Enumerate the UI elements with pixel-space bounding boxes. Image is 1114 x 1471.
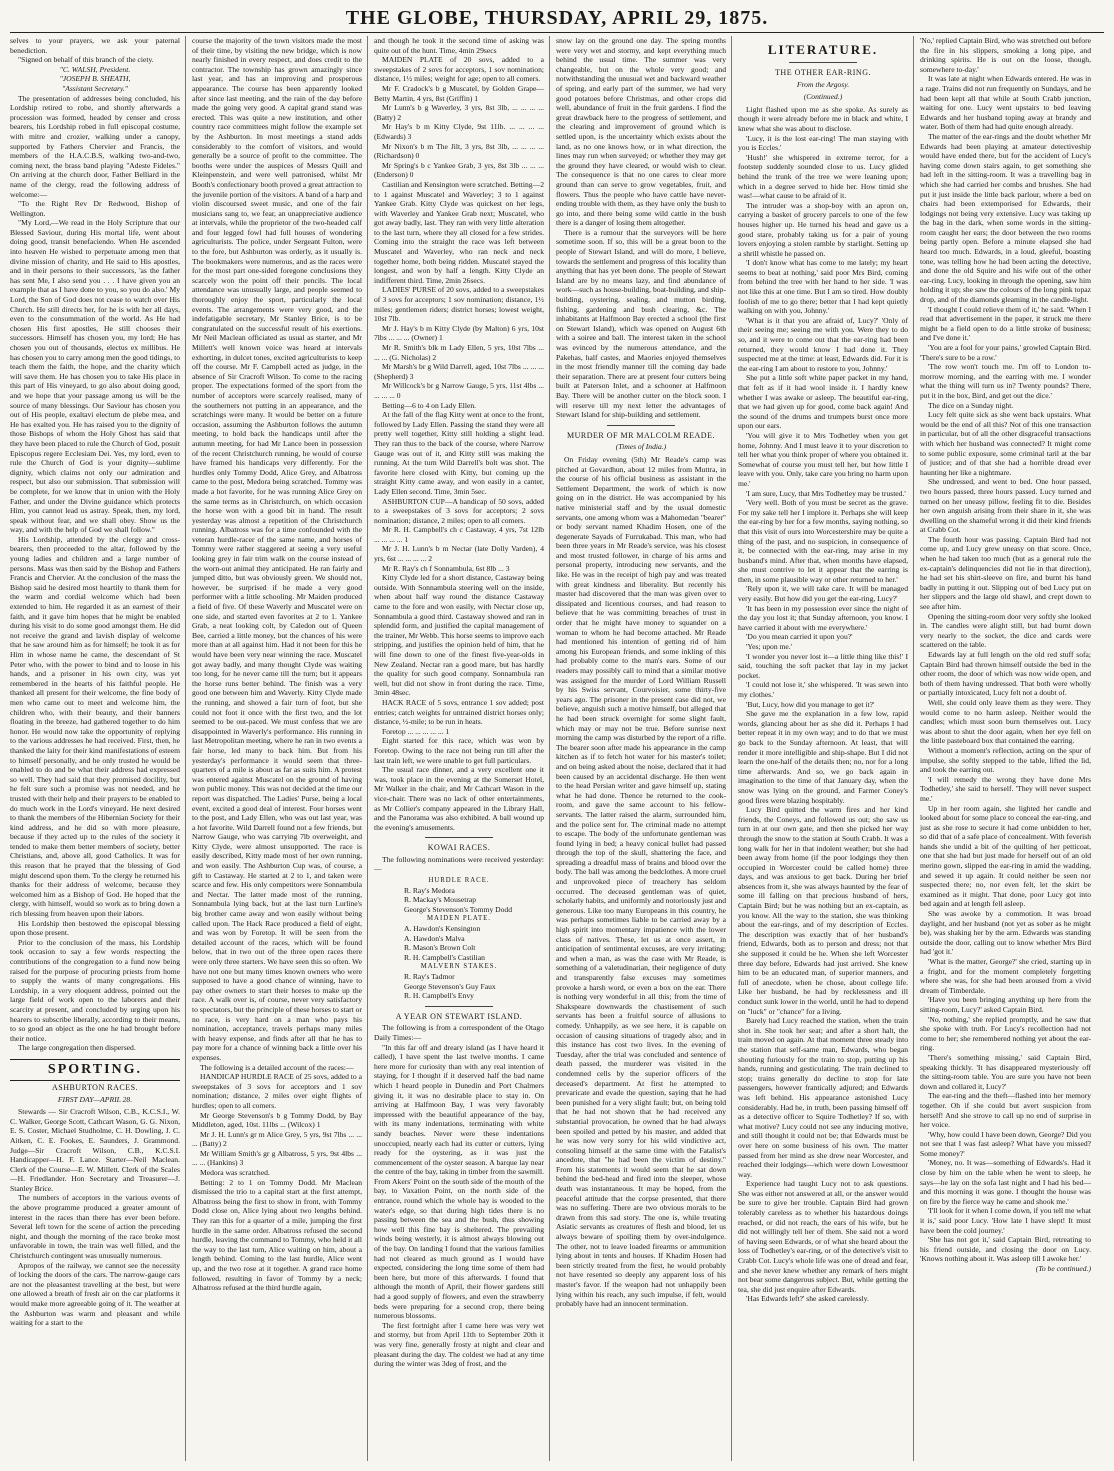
masthead-rule bbox=[10, 32, 1104, 33]
list-item: George's Stevenson's Tommy Dodd bbox=[404, 904, 513, 914]
article-text: The large congregation then dispersed. bbox=[18, 1043, 136, 1053]
article-text: "Signed on behalf of this branch of the ciety. bbox=[18, 55, 154, 65]
article-text: His Lordship then bestowed the episcopal blessing upon those present. bbox=[10, 918, 180, 938]
article-text: Stewards — Sir Cracroft Wilson, C.B., K.C.S.I., W. C. Walker, George Scott, Cathcart Wason, G. G. Nixon, E. S. Coster, Michael Studholme, C. H. Dowling, J. C. Aitken, C. E. Fookes, E. Saunders, J. Grammond. Judge—Sir Cracroft Wilson, C.B., K.C.S.I. Handicapper—H. F. Lance. Starter—Neil Maclean. Clerk of the Course—E. W. Millett. Clerk of the Scales—H. Friedlander. Hon Secretary and Treasurer—J. Stanley Brice. bbox=[10, 1107, 180, 1193]
article-text: The following is a detailed account of the races:— bbox=[200, 1062, 354, 1072]
race-description: MAIDEN PLATE of 20 sovs, added to a sweepstakes of 2 sovs for acceptors, 1 sov nomination; distance, 1½ miles; weight for age; open to all comers. bbox=[374, 55, 544, 84]
story-text: 'What is it that you are afraid of, Lucy?' 'Only of their seeing me; seeing me with you. Were they to do so, and it were to come out that the ear-ring had been returned, they would know I had done it. They suspected me at the time: at least, Edwards did. For it is the ear-ring I am about to restore to you, Johnny.' bbox=[738, 315, 908, 373]
story-text: Light flashed upon me as she spoke. As surely as though it were already before me in black and white, I knew what she was about to disclose. bbox=[738, 104, 908, 133]
list-category: HURDLE RACE. bbox=[428, 877, 490, 885]
column-4 bbox=[556, 36, 732, 1461]
list-item: R. Ray's Tadmor bbox=[404, 972, 455, 981]
story-text: Up in her room again, she lighted her candle and looked about for some place to conceal the ear-ring, and just as she rose to secure it had come unbidden to her, so did that of a safe place of concealment. With feverish hands she undid a bit of the quilting of her petticoat, one that she had but just made for herself out of an old merino gown, slipped the ear-ring in amid the wadding, and sewed it up again. It could neither be seen nor suspected there; no, nor even felt, let the skirt be examined as it might. That done, poor Lucy got into bed again and at length fell asleep. bbox=[920, 803, 1091, 909]
article-text: "My Lord,—We read in the Holy Scripture that our Blessed Saviour, during His mortal life, went about doing good, transit benefaciendo. When He ascended into heaven He wished to perpetuate among men that divine mission of charity, and He said to His apostles, and in their persons to their successors, 'as the father has sent Me, I also send you . . . I have given you an example that as I have done to you, so you do also.' My Lord, the Son of God does not cease to watch over His Church. He still directs her, for he is with her all days, even to the consummation of the world. As He had chosen His first apostles, He still chooses their successors. Himself has chosen you, my lord; He has chosen you out of thousands, electus ex millibus. He has chosen you to carry among men the good tidings, to teach them the faith, the hope, and the charity which will save them. He has chosen you to take His place in this part of His vineyard, to go also about doing good, and we hope that your passage among us will be the source of many blessings. Our Saviour has chosen you out of His people, exaltavi electum de plebe mea, and He has exalted you. He has raised you to the dignity of those Bishops of whom the Holy Ghost has said that they have been placed to rule the Church of God, posuit Episcopus regere Ecclesiam Dei. Yes, my lord, even to rule the Church of God is your dignity—sublime dignity, which claims not only our admiration and respect, but also our submission. That submission will be complete, for we know that in union with the Holy Father, and under the Divine guidance which protects Him, you cannot lead us astray. Speak, then, my lord, speak without fear, and we shall obey. Show us the way, and with the help of God we shall follow." bbox=[10, 218, 180, 535]
story-text: She undressed, and went to bed. One hour passed, two hours passed, three hours passed. Lucy turned and turned on her uneasy pillow, feeling fit to die. Besides her own anguish arising from their share in it, she was dwelling on the shameful wrong it did their kind friends at Crabb Cot. bbox=[920, 477, 1091, 535]
story-text: The dice on a Sunday night. bbox=[928, 400, 1014, 410]
story-text: The matter of the ear-rings and the doubt whether Mr Edwards had been playing at amateur detectiveship would have ended there, but for the accident of Lucy's having come down stairs again, to get something she had left in the sitting-room. It was a travelling bag in which she had carried her combs and brushes. She had put it just inside the little back parlour, where a bed on chairs had been extemporised for Edwards, their lodgings not being very extensive. Lucy was taking up the bag in the dark, when some words in the sitting-room caught her ears; the door between the two rooms being partly open. Before a minute elapsed she had heard too much. Edwards, in a loud, gleeful, boasting tone, was telling how he had been acting the detective, and done the old Squire and his wife out of the other ear-ring. Lucy, looking in through the opening, saw him holding it up; she saw the colours of the long pink topaz drop, and of the diamonds gleaming in the candle-light. bbox=[920, 131, 1091, 305]
divider bbox=[425, 837, 493, 838]
story-text: 'Lucy, it is the lost ear-ring! The man staying with you is Eccles.' bbox=[738, 133, 908, 153]
article-text: "To the Right Rev Dr Redwood, Bishop of Wellington. bbox=[10, 199, 180, 218]
story-text: 'I could not lose it,' she whispered. 'It was sewn into my clothes.' bbox=[738, 680, 908, 699]
story-text: 'I don't know what has come to me lately; my heart seems to beat at nothing,' said poor Mrs Bird, coming from behind the tree with her hand to her side. 'I was not like this at one time. But I am so tired. How doubly foolish of me to go there; better that I had kept quietly walking on with you, Johnny.' bbox=[738, 258, 908, 316]
story-text: 'Money, no. It was—something of Edwards's. Had it close by him on the table when he went to sleep, he says—he lay on the sofa last night and I had his bed—and this morning it was gone. I thought the house was on fire by the fierce way he came and shook me.' bbox=[920, 1158, 1091, 1206]
article-text: There is a rumour that the surveyors will be here sometime soon. If so, this will be a great boon to the people of Stewart Island, and will do more, I believe, towards the settlement and progress of this locality than anything that has yet been done. The people of Stewart Island are by no means lazy, and find abundance of work—such as house-building, boat-building, and ship-building, oystering, sealing, and mutton birding, fishing, gardening and bush clearing, &c. The inhabitants at Halfmoon Bay erected a school (the first on Stewart Island), which was opened on August 6th with a soiree and ball. The interest taken in the school was evinced by the numerous attendance, and the Pakehas, half castes, and Maories enjoyed themselves in the most friendly manner till the coming day bade their separation. There are at present four cutters being built at Paterson Inlet, and a schooner at Halfmoon Bay. There will be another cutter on the block soon. I will reserve till my next letter the advantages of Stewart Island for ship-building and settlement. bbox=[556, 227, 726, 420]
list-item: A. Hawdon's Kensington bbox=[404, 924, 481, 934]
divider bbox=[789, 62, 857, 63]
article-heading: KOWAI RACES. bbox=[427, 843, 491, 853]
story-text: Lucy Bird quitted the warm fires and her kind friends, the Coneys, and followed us out; she saw us turn in at our own gate, and then she picked her way through the snow to the station at South Crabb. It was a long walk for her in that indolent weather; but she had been away from home (if the poor lodgings they then occupied in Worcester could be called home) three days, and was anxious to get back. During her brief absences from it, she was always haunted by the fear of some ill falling on that precious husband of hers, Captain Bird; but he was nothing but an ex-captain, as you know. All the way to the station, she was thinking about the ear-rings, and of my description of Eccles. The description was exactly that of her husband's friend, Edwards, both as to person and dress; not that she supposed it could be he. When she left Worcester three day before, Edwards had just arrived. She knew him to be an educated man, of superior manners, and full of anecdote, when he chose, about college life. Like her husband, he had by recklessness and ill conduct sunk lower in the world, until he had to depend on "luck" or "chance" for a living. bbox=[738, 805, 908, 1016]
race-description: HANDICAP HURDLE RACE of 25 sovs, added to a sweepstakes of 3 sovs for acceptors and 1 sov nomination; distance, 2 miles over eight flights of hurdles; open to all comers. bbox=[192, 1072, 362, 1110]
article-heading: MURDER OF MR MALCOLM READE. bbox=[567, 430, 715, 440]
article-text: Kitty Clyde led for a short distance, Castaway being outside. With Sonnambula steering well on the inside, when about half way round the distance Castaway came to the fore and won easily, with Nectar close up, Sonnambula a good third. Castaway showed and ran in splendid form, and justified the capital management of the trainer, Mr Webb. This horse seems to improve each stripping, and justifies the opinion held of him, that he will fine down to one of the finest five-year-olds in New Zealand. Nectar ran a good mare, but has hardly the quality for such good company. Sonnambula ran well, but did not show in front during the race. Time, 3min 48sec. bbox=[374, 573, 544, 698]
race-result: Mr Willcock's br g Narrow Gauge, 5 yrs, 11st 4lbs ... ... ... ... 0 bbox=[374, 381, 544, 400]
story-text: 'You are a fool for your pains,' growled Captain Bird. 'There's sure to be a row.' bbox=[920, 343, 1091, 362]
article-text: "In this far off and dreary island (as I have heard it called), I have spent the last twelve months. I came here more for curiosity than with any real intention of staying, for I thought if it deserved half the bad name which I heard people in Dunedin and Port Chalmers giving it, it was no desirable place to stay in. On arriving at Halfmoon Bay, I was very favorably impressed with the beautiful appearance of the bay, with its many indentations, terminating with white sandy beaches. Never were these indentations unoccupied, nearly each had its cutter or cutters, lying ready for the oystering, as it was just the commencement of the oyster season. A barque lay near the centre of the bay, taking in timber from the sawmill. From Akers' Point on the south side of the mouth of the bay, to Vaxation Point, on the north side of the entrance, round which the whole bay is wooded to the water's edge, so that during high tides there is no passing between the sea and the bush, thus showing how well this fine bay is sheltered. The prevailing winds being westerly, it is almost always blowing out of the bay. On landing I found that the various families had not cleared as much ground as I would have expected, considering the long time some of them had been here, but more of this afterwards. I found that although the month of April, their flower gardens still had a good supply of flowers, and even the strawberry beds were preparing for a second crop, there being numerous blossoms. bbox=[374, 1042, 544, 1321]
story-text: 'I'll look for it when I come down, if you tell me what it is,' said poor Lucy. 'How late I have slept! It must have been the cold journey.' bbox=[920, 1206, 1091, 1235]
list-item: R. Ray's Medora bbox=[404, 885, 455, 895]
race-result: Mr R. Ray's ch f Sonnambula, 6st 8lb ... 3 bbox=[382, 563, 510, 573]
list-item: A. Hawdon's Malva bbox=[404, 933, 465, 943]
story-text: She put a little soft white paper packet in my hand, that felt as if it had wool inside it. I hardly knew whether I was awake or asleep. The beautiful ear-ring, that we had given up for good, come back again! And the sound of the drums and trumpets burst once more upon our ears. bbox=[738, 373, 908, 431]
story-text: Without a moment's reflection, acting on the spur of impulse, she softly stepped to the table, lifted the lid, and took the earring out. bbox=[920, 745, 1091, 775]
story-text: Experience had taught Lucy not to ask questions. She was either not answered at all, or the answer would be sure to give her trouble. Captain Bird had grown tolerably careless as to whether his hazardous doings reached, or did not reach, the ears of his wife, but he did not willingly tell her of them. She said not a word of having seen Edwards, or of what she heard about the loss of Todhetley's ear-ring, or of the detective's visit to Crabb Cot. Lucy's whole life was one of dread and fear, and she never knew whether any remark of hers might not bear some dangerous subject. But, while getting the tea, she did just enquire after Edwards. bbox=[738, 1179, 908, 1294]
story-text: 'But, Lucy, how did you manage to get it?' bbox=[746, 699, 875, 709]
column-3 bbox=[374, 36, 550, 1461]
story-text: It was late at night when Edwards entered. He was in a rage. Trains did not run frequently on Sundays, and he had been kept all that while at South Crabb junction, waiting for one. Lucy went upstairs to bed leaving Edwards and her husband toping away at brandy and water. Both of them had had quite enough already. bbox=[920, 74, 1091, 132]
article-text: Apropos of the railway, we cannot see the necessity of locking the doors of the cars. The narrow-gauge cars are not the pleasantest travelling at the best, but were one allowed a breath of fresh air on the car platforms it would make more agreeable going of it. The weather at the Ashburton was warm and pleasant and while waiting for a start to the bbox=[10, 1260, 180, 1328]
story-title: THE OTHER EAR-RING. bbox=[775, 68, 871, 77]
article-text: The numbers of acceptors in the various events of the above programme produced a greater amount of interest in the races than there has ever been before. Several left town for the scene of action the preceding night, and though the morning of the race broke most unfavorable in town, the train was well filled, and the Christchurch contingent was unusually numerous. bbox=[10, 1193, 180, 1261]
article-source: (Times of India.) bbox=[615, 442, 667, 452]
story-text: 'Hush!' she whispered in extreme terror, for a footstep suddenly sounded close to us. Lucy glided behind the trunk of the tree we were leaning upon; which in a degree served to hide her. How timid she was!—what cause to be afraid of it. bbox=[738, 152, 908, 201]
article-subheading: FIRST DAY—APRIL 28. bbox=[57, 1094, 133, 1104]
article-text: At the fall of the flag Kitty went at once to the front, followed by Lady Ellen. Passing the stand they were all pretty well together, Kitty still holding a slight lead. They ran thus to the back of the course, where Narrow Gauge was out of it, and Kitty still was making the running. At the turn Wild Darrell's bolt was shot. The favorite here closed with Kitty, but coming up the straight Kitty came away, and won easily in a canter, Lady Ellen second. Time, 3min 5sec. bbox=[374, 410, 544, 496]
race-result: Mr William Smith's gr g Albatross, 5 yrs, 9st 4lbs ... ... ... (Hankins) 3 bbox=[192, 1148, 362, 1168]
list-item: R. Mackay's Mousetrap bbox=[404, 895, 477, 905]
story-text: 'Why, how could I have been down, George? Did you not see that I was fast asleep? What have you missed? Some money?' bbox=[920, 1129, 1091, 1158]
list-item: R. H. Campbell's Castilian bbox=[404, 952, 485, 962]
race-result: Mr J. H. Lunn's gr m Alice Grey, 5 yrs, 9st 7lbs ... ... ... (Batty) 2 bbox=[192, 1129, 362, 1149]
story-text: The fourth hour was passing. Captain Bird had not come up, and Lucy grew uneasy on that score. Once, when he had taken too much (but as a general rule the ex-captain's delinquencies did not lie in that direction), he had set his shirt-sleeve on fire, and burnt his hand badly in putting it out. Slipping out of bed Lucy put on her slippers and the large old shawl, and crept down to see after him. bbox=[920, 534, 1091, 612]
article-text: Castilian and Kensington were scratched. Betting—2 to 1 against Muscatel and Waverley; 3 to 1 against Yankee Grab. Kitty Clyde was quickest on her legs, with Waverley and Yankee Grab next; Muscatel, who got away badly, last. They ran with very little alteration to the last turn, where they all closed for a few strides. Coming into the straight the race was left between Muscatel and Waverley, who ran neck and neck together home, both being ridden. Muscatel stayed the longest, and won by half a length. Kitty Clyde an indifferent third. Time, 2min 26secs. bbox=[374, 179, 544, 285]
race-description: LADIES' PURSE of 20 sovs, added to a sweepstakes of 3 sovs for acceptors; 1 sov nomination; distance, 1½ miles; gentlemen riders; district horses; lowest weight, 10st 7lb. bbox=[374, 285, 544, 324]
list-item: George Stevenson's Guy Faux bbox=[404, 981, 496, 991]
story-text: 'Have you been bringing anything up here from the sitting-room, Lucy?' asked Captain Bird. bbox=[920, 995, 1091, 1014]
article-text: The first fortnight after I came here was very wet and stormy, but from April 11th to September 20th it was very fine, generally frosty at night and clear and pleasant during the day. The coldest we had at any time during the winter was 3deg of frost, and the bbox=[374, 1320, 544, 1369]
story-text: 'There's something missing,' said Captain Bird, speaking thickly. 'It has disappeared mysteriously off the sitting-room table. You are sure you have not been down and collared it, Lucy?' bbox=[920, 1052, 1091, 1091]
race-result: Mr J. Hay's b m Kitty Clyde (by Malton) 6 yrs, 10st 7lbs ... ... ... (Owner) 1 bbox=[374, 323, 544, 343]
race-result: Mr F. Cradock's b g Muscatel, by Golden Grape—Betty Martin, 4 yrs, 8st (Griffin) 1 bbox=[374, 83, 544, 103]
story-text: 'Do you mean carried it upon you?' bbox=[746, 632, 853, 642]
story-text: 'No,' replied Captain Bird, who was stretched out before the fire in his slippers, smoking a long pipe, and drinking spirits. He is out on the loose, though, somewhere to-day.' bbox=[920, 36, 1091, 74]
list-item: R. H. Campbell's Envy bbox=[404, 991, 474, 1001]
article-text: Eight started for this race, which was won by Foretop. Owing to the race not being run till after the last train left, we were unable to get full particulars. bbox=[374, 736, 544, 765]
article-text: Betting: 2 to 1 on Tommy Dodd. Mr Maclean dismissed the trio to a capital start at the first attempt, Albatross being the first to show in front, with Tommy Dodd close on, Alice lying about two lengths behind. They ran this for a quarter of a mile, jumping the first hurdle in the same order. Albatross refused the second hurdle, leaving the command to Tommy, who held it all the way to the last turn, Alice waiting on him, about a length behind. Coming to the last hurdle, Alice went up, and the two rose at it together. A grand race home followed, resulting in favor of Tommy by a neck; Albatross refused at the third hurdle again, bbox=[192, 1177, 362, 1293]
divider bbox=[425, 1006, 493, 1007]
section-heading-literature: LITERATURE. bbox=[767, 42, 879, 57]
race-result: Foretop ... ... ... ... ... 1 bbox=[382, 726, 450, 736]
race-result: Mr George Stevenson's b g Tommy Dodd, by Bay Middleton, aged, 10st. 11lbs ... (Wilcox) 1 bbox=[192, 1110, 362, 1130]
race-result: Mr J. H. Lunn's b m Nectar (late Dolly Varden), 4 yrs, 6st ... ... ... ... 2 bbox=[374, 544, 544, 564]
signature: "Assistant Secretary." bbox=[62, 83, 128, 93]
story-text: 'What is the matter, George?' she cried, starting up in a fright, and for the moment completely forgetting where she was, for she had been aroused from a vivid dream of Timberdale. bbox=[920, 957, 1091, 995]
article-text: The following nominations were received yesterday:— bbox=[374, 854, 544, 874]
article-heading: A YEAR ON STEWART ISLAND. bbox=[395, 1011, 523, 1021]
nominations-list bbox=[404, 876, 544, 1001]
columns bbox=[10, 36, 1104, 1461]
article-text: and though he took it the second time of asking was quite out of the hunt. Time, 4min 29secs bbox=[374, 36, 544, 55]
story-text: Edwards lay at full length on the old red stuff sofa; Captain Bird had thrown himself outside the bed in the other room, the door of which was now wide open, and both of them having undressed. That both were wholly or partially intoxicated, Lucy felt not a doubt of. bbox=[920, 650, 1091, 698]
story-text: Well, she could only leave them as they were. They would come to no harm asleep. Neither would the candles; which must soon burn themselves out. Lucy was about to shut the door again, when her eye fell on the little pasteboard box that contained the earring. bbox=[920, 697, 1091, 746]
story-text: She was awoke by a commotion. It was broad daylight, and her husband (not yet as sober as he might be), was shaking her by the arm. Edwards was standing outside the door, calling out to know whether Mrs Bird had 'got it.' bbox=[920, 909, 1091, 957]
article-text: The usual race dinner, and a very excellent one it was, took place in the evening at the Somerset Hotel, Mr Walker in the chair, and Mr Cathcart Wason in the vice-chair. There was no lack of other entertainments, as Mr Collier's company appeared in the Library Hall, and the Panorama was also exhibited. A ball wound up the evening's amusements. bbox=[374, 765, 544, 832]
section-heading-sporting: SPORTING. bbox=[10, 1059, 180, 1081]
story-source: From the Argosy. bbox=[796, 79, 850, 89]
article-text: selves to your prayers, we ask your paternal benediction. bbox=[10, 36, 180, 55]
story-text: Opening the sitting-room door very softly she looked in. The candles were alight still, but had burnt down very nearly to the socket, the dice and cards were scattered on the table. bbox=[920, 611, 1091, 650]
story-text: She gave me the explanation in a few low, rapid words, glancing about her as she did it. Perhaps I had better repeat it in my own way; and to do that we must go back to the Sunday afternoon. At least, that will render it more intelligible and ship-shape. But I did not learn the one-half of the details then; no, nor for a long time afterwards. And so, we go back again in imagination to the time of that January day, when the snow was lying on the ground, and Farmer Coney's good fires were blazing hospitably. bbox=[738, 709, 908, 805]
article-text: His Lordship, attended by the clergy and cross-bearers, then proceeded to the altar, followed by the young ladies and children and a large number of persons. Mass was then said by the Bishop and Fathers Francis and Chervier. At the conclusion of the mass the Bishop said he desired most heartily to thank them for the warm and cordial welcome which had been extended to him. He regarded it as an earnest of their faith, and it gave him hopes that he might be enabled during his visit to do some good amongst them. He did not receive the grand and lavish display of welcome that he saw around him as for himself; he took it as for Him in whose name he came, the descendant of St Peter who, with the power to bind and to loose in his hands, and a prisoner in his own city, was yet remembered in the hearts of his faithful people. He thanked all present for their welcome, the fine body of men who came out to meet and welcome him, the children who, with their beauty, and their banners floating in the breeze, had gathered together to do him honor. He would now take the opportunity of replying to the various addresses he had received. First, then, he thanked the laity for their kind manifestations of esteem to himself personally, and he only trusted he would be enabled to do and be what their address had expressed so well. They had said that they promised docility, but he felt sure such a promise was not needed, and he trusted with their help and their prayers to be enabled to do much work in the Lord's vineyard. He next desired to thank the members of the Hibernian Society for their kind address, and he did so with more pleasure, because if they acted up to the rules of the society it tended to make them better members of society, better Christians, and, above all, good Catholics. It was for this reason that he prayed that the blessing of God might descend upon them. To the clergy he returned his thanks for their address of welcome, because they welcomed him as a Bishop of God. He hoped that the clergy, with himself, would so work as to bring down a rich blessing from heaven upon their labors. bbox=[10, 534, 180, 919]
list-category: MALVERN STAKES. bbox=[420, 963, 498, 971]
column-5 bbox=[738, 36, 914, 1461]
story-text: Lucy felt quite sick as she went back upstairs. What would be the end of all this? Not of this one transaction in particular, but of all the other disgraceful transactions with which her husband was connected? It might come to some public exposure, some criminal taril at the bar of justice; and of that she had a horrible dread ever haunting her like a nightmare. bbox=[920, 410, 1091, 477]
story-text: 'I thought I could relieve them of it,' he said. 'When I read that advertisement in the paper, it struck me there might be a field open to do a little stroke of business; and I've done it.' bbox=[920, 304, 1091, 343]
list-item: R. Mason's Brown Colt bbox=[404, 943, 476, 953]
to-be-continued: (To be continued.) bbox=[1035, 1264, 1091, 1273]
article-text: The following is from a correspondent of the Otago Daily Times:— bbox=[374, 1023, 544, 1042]
story-text: 'I will remedy the wrong they have done Mrs Todhetley,' she said to herself. 'They will never suspect me.' bbox=[920, 774, 1091, 803]
story-text: The ear-ring and the theft—flashed into her memory together. Oh if she could but avert suspicion from herself! And she strove to call up no end of surprise in her voice. bbox=[920, 1091, 1091, 1130]
story-text: 'Yes; upon me.' bbox=[746, 642, 793, 652]
story-text: 'I am sure, Lucy, that Mrs Todhetley may be trusted.' bbox=[746, 488, 906, 498]
column-6 bbox=[920, 36, 1096, 1461]
story-text: The intruder was a shop-boy with an apron on, carrying a basket of grocery parcels to one of the few houses higher up. He turned his head and gave us a good stare, probably taking us for a pair of young lovers enjoying a stolen ramble by starlight. Setting up a shrill whistle he passed on. bbox=[738, 200, 908, 258]
story-text: 'The row won't touch me. I'm off to London to-morrow morning, and the earring with me. I wonder what the thing will turn us in? Twenty pounds? There, put it in the box, Bird, and get out the dice.' bbox=[920, 362, 1091, 400]
race-result: Mr Spring's b c Yankee Grab, 3 yrs, 8st 3lb ... ... ... (Enderson) 0 bbox=[374, 160, 544, 180]
race-result: Mr Nixon's b m The Jilt, 3 yrs, 8st 3lb, ... ... ... ... (Richardson) 0 bbox=[374, 141, 544, 161]
race-result: Mr R. Smith's blk m Lady Ellen, 5 yrs, 10st 7lbs ... ... ... (G. Nicholas) 2 bbox=[374, 343, 544, 362]
story-text: 'Rely upon it, we will take care. It will be managed very easily. But how did you get the ear-ring, Lucy?' bbox=[738, 584, 908, 604]
article-text: course the majority of the town visitors made the most of their time, by visiting the new bridge, which is now nearly finished in every respect, and does credit to the contractor. The township has grown amazingly since last year, and has an improving and prosperous appearance. The course has been apparently looked after since last meeting, and the rain of the day before made the going very good. A capital grand stand was erected. This was quite a new institution, and other country race committees might follow the example set by the Ashburton. In most meetings a stand adds considerably to the comfort of visitors, and would generally be a source of profit to the committee. The booths were under the auspices of Messrs Quill and Kleinpenstein, and were well patronised, whilst Mr Booth's confectionary booth proved a great attraction to the juvenile portion of the visitors. A band of a harp and violin discoursed sweet music, and one of the fair musicians sang to, we fear, an unappreciative audience at intervals, while the proprietor of the two-headed calf and four legged fowl had full houses of wondering agriculturists. The police, under Sergeant Fulton, were to the fore, but Ashburton was orderly, as it usually is. The bookmakers were numerous, and as the races were for the most part one-sided foregone conclusions they scarcely won the point off their pencils. The local attendance was unusually large, and people seemed to thoroughly enjoy the sport, particularly the local events. The arrangements were very good, and the indefatigable secretary, Mr Stanley Brice, is to be congratulated on the successful result of his exertions. Mr Neil Maclean officiated as usual as starter, and Mr Millett's well known voice was heard at intervals exhorting, in dulcet tones, excited agriculturists to keep off the course. Mr F. Campbell acted as judge, in the absence of Sir Cracroft Wilson. To come to the racing proper. The expectations formed of the sport from the number of acceptors were scarcely realised, many of the southerners not putting in an appearance, and the scratchings were many. It would be better on a future occasion, assuming the Ashburton follows the autumn meeting, to hold back the handicaps until after the autumn meeting, for had Mr Lance been in possession of the recent Christchurch running, he would of course have framed his handicaps very differently. For the hurdles only Tommy Dodd, Alice Grey, and Albatross came to the post, Medora being scratched. Tommy was made a hot favorite, for he was running Alice Grey on the same terms as in Christchurch, on which occasion the horse won with a good bit in hand. The result yesterday was almost a repetition of the Christchurch running. Albatross was for a time confounded with the veteran hurdle-racer of the same name, and horses of Tommy were rather staggered at seeing a very useful looking grey in fair trim walk on the course instead of the worn-out animal they anticipated. He ran fairly and jumped ditto, but was obviously green. We should not, however, be surprised if he made a very good performer with a little schooling. Mr Maiden produced a field of five. Of these Waverly and Muscatel were on one side, and started even favorites at 2 to 1. Yankee Grab, a neat looking colt, by Caledon out of Queen Bee, carried a little money, but the chances of his were more than at all against him. Had it not been for this he would have been very near winning the race. Muscatel got away badly, and many thought Clyde was waiting too long, for he never came till the turn; but it appears the horse runs better behind. The finish was a very good one between him and Waverly. Kitty Clyde made the running, and showed a fair turn of foot, but she could not foot it once with the first two, and the lot seemed to be out-paced. We must confess that we are disappointed in Waverly's performance. His running in last Metropolitan meeting, where he ran in two events a fair horse, led many to back him. But from his yesterday's performance it would seem that three-quarters of a mile is about as far as suits him. A protest was entered against Muscatel on the ground of having won public money. This was not decided at the time our report was dispatched. The Ladies' Purse, being a local event, excited a good deal of interest. Four horses went to the post, and Lady Ellen, who was out last year, was a hot favorite. Wild Darrell found not a few friends, but Narrow Gauge, who was carrying 7lb overweight, and Kitty Clyde, were almost unsupported. The race is easily described, Kitty made most of her own running, and won easily. The Ashburton Cup was, of course, a gift to Castaway. He started at 2 to 1, and taken were scarce and few. His only competitors were Sonnambula and Nectar. The latter made most of the running, Sonnambula lying back, but at the last turn Lurline's big brother came away and won easily without being called upon. The Hack Race produced a field of eight, and was won by Foretop. It will be seen from the detailed account of the races, which will be found below, that in two out of the three open races there were only three starters. We have seen this so often. We have not one but many times known owners who were supposed to have a good chance of winning, have to pay other owners to start their horses to make up the race. A walk over is, of course, never very satisfactory to spectators, but the principle of these horses to start or no race, is very hard on a man who pays his nomination, acceptance, travels perhaps many miles with heavy expense, and finds after all that he has to pay more for a chance of winning back a little over his expenses. bbox=[192, 36, 362, 1062]
story-text: 'I wonder you never lost it—a little thing like this!' I said, touching the soft packet that lay in my jacket pocket. bbox=[738, 651, 908, 680]
article-text: On Friday evening (5th) Mr Reade's camp was pitched at Govardhun, about 12 miles from Muttra, in the course of his official business as assistant in the Settlement Department, the work of which is now going on in the district. He was accompanied by his native ministerial staff and by the usual domestic servants, one among whom was a Mahomedan "bearer" or body servant named Khadim Hosen, one of the degenerate Sayads of Furrukabad. This man, who had been three years in Mr Reade's service, was his closest and most trusted follower, in charge of his arms and personal property, introducing new servants, and the like. He was in the receipt of high pay and was treated with great kindness and liberality. But recently his master had discovered that the man was given over to dissipated and licentious courses, and had reason to believe that he was committing breaches of trust in order that he might have money to squander on a woman to whom he had become attached. Mr Reade had mentioned his intention of getting rid of him among his European friends, and some inkling of this had probably come to the man's ears. Some of our readers may possibly call to mind that a similar motive was assigned for the murder of Lord William Russell by his Swiss servant, Courvoisier, some thirty-five years ago. The prisoner in the present case did not, we believe, anguish such a motive himself, but alleged that he had been struck overnight for some slight fault, which may or may not be true. Before sunrise next morning the camp was disturbed by the report of a rifle. The bearer soon after made his appearance in the camp kitchen as if to fetch hot water for his master's toilet; and on being asked about the noise, declared that it had been caused by an accidental discharge. He then went to the head Persian writer and gave himself up, stating what he had done. Thence he returned to the cook-room, and gave the same account to his fellow-servants. The latter raised the alarm, surrounded him, and the police sent for. The criminal made no attempt to escape. The body of the unfortunate gentleman was found lying in bed; a heavy conical bullet had passed through the top of the skull, shattering the face, and spreading a dreadful mass of brains and blood over the body. The ball was among the bedclothes. A more cruel and unprovoked piece of treachery has seldom occurred. The deceased gentleman was of quiet, scholarly habits, and uniformly and notoriously just and generous. Like too many Europeans in this country, he was perhaps sometimes liable to be carried away by a high spirit into momentary impatience with the lower class of natives. These, let us at once assert, in anticipation of sentimental excuses, are very irritating; and when a man, as was the case with Mr Reade, is something of a valetudinarian, their negligence of duty and transparently false excuses may sometimes provoke a harsh word, or even a box on the ear. There is nothing very wonderful in all this; from the time of Shakspeare downwards the chastisement of such servants has been a fruitful source of allusions to comedy. Unhappily, as we see here, it is capable on occasion of causing situations of tragedy also; and in this instance has cost two lives. In the evening of Tuesday, after the trial was concluded and sentence of death passed, the murderer was visited in the condemned cells by the superior officers of the deceased's department. At first he attempted to prevaricate and evade the question, saying that he had been punished for a very slight fault; but, on being told that he had not shown that he had received any substantial provocation, he owned that he had always been spoiled and petted by his master, and added that he was now very sorry for his wild vindictive act, consoling himself at the same time with the Fatalist's ancedote, that "he had been the victim of destiny." From his statements it would seem that he sat down behind the bed-head and fired into the sleeper, whose death was instantaneous. It may be hoped, from the peaceful attitude that the corpse presented, that there was no suffering. There are two obvious morals to be drawn from this sad story. The one is, while treating Asiatic servants as creatures of flesh and blood, let us always beware of spoiling them by over-indulgence. The other, not to leave loaded firearms or ammunition lying about in tents and houses. If Khadim Hosen had been strictly treated from the first, he would probably not have resented so deeply any apparent loss of his master's favor. If the weapon had not unhappily been lying within his reach, any such impulse, if felt, would probably have had an innocent termination. bbox=[556, 454, 726, 1309]
article-text: snow lay on the ground one day. The spring months were very wet and stormy, and kept everything much behind the usual time. The summer was very changeable, but on the whole very good; and notwithstanding the unusual wet and backward weather of spring, and early part of the summer, we had very good potatoes before Christmas, and other crops did well, abundance of fruit in the fruit gardens. I find the great drawback here to the progress of settlement, and the clearing and improvement of ground which is settled upon, is the uncertainty which exists about the land, as no one knows how, or in what direction, the lines may run when surveyed; or whether they may get the ground they have cleared, or would wish to clear. The consequence is that no one cares to clear more ground than can serve to grow vegetables, fruit, and flowers. Thus the people who have cattle have never-ending trouble with them, as they have only the bush to go into, and there being some wild cattle in the bush there is a danger of losing them altogether. bbox=[556, 36, 726, 228]
story-text: Barely had Lucy reached the station, when the train shot in. She took her seat; and after a short halt, the train moved on again. At that moment three steady into the station that self-same man, Edwards, who began shouting furiously for the train to stop, putting up his hands, running and gesticulating. The train declined to stop; trains generally do decline to stop for late passengers, however frantically adjured; and Edwards was left behind. His appearance astonished Lucy considerably. Had he, in truth, been passing himself off as a detective officer to Squire Todhetley? If so, with what motive? Lucy could not see any inducing motive, and still thought it could not be; that Edwards must be over here on some business of his own. The matter passed from her mind as she drew near Worcester, and reached their lodgings—which were down Lowesmoor way. bbox=[738, 1016, 908, 1179]
article-heading: ASHBURTON RACES. bbox=[51, 1082, 139, 1092]
story-text: 'Very well. Both of you must be secret as the grave. For my sake tell her I implore it. Perhaps she will keep the ear-ring by her for a few months, saying nothing, so that this visit of ours into Worcestershire may be quite a thing of the past, and no suspicion, in consequence of it, be connected with the ear-ring, may arise in my husband's mind. After that, when months have elapsed, she must contrive to let it appear that the earring is then, in some plausible way or other returned to her.' bbox=[738, 498, 908, 584]
story-text: 'Has Edwards left?' she asked carelessly. bbox=[746, 1294, 869, 1304]
story-continued: (Continued.) bbox=[803, 92, 843, 102]
race-result: Mr Marsh's br g Wild Darrell, aged, 10st 7lbs ... ... ... (Shepherd) 3 bbox=[374, 362, 544, 381]
column-2 bbox=[192, 36, 368, 1461]
race-description: HACK RACE of 5 sovs, entrance 1 sov added; post entries; catch weights for untrained district horses only; distance, ½-mile; to be run in heats. bbox=[374, 697, 544, 727]
race-result: Medora was scratched. bbox=[200, 1168, 270, 1178]
list-category: MAIDEN PLATE. bbox=[427, 915, 491, 923]
story-text: 'It has been in my possession ever since the night of the day you lost it; that Sunday afternoon, you know. I have carried it about with me everywhere.' bbox=[738, 603, 908, 632]
race-result: Mr Lunn's b g Waverley, 3 yrs, 8st 3lb, ... ... ... ... (Batty) 2 bbox=[374, 103, 544, 122]
divider bbox=[607, 425, 675, 426]
article-text: The presentation of addresses being concluded, his Lordship retired to robe, and shortly afterwards a procession was formed, headed by censer and cross bearers, his Lordship robed in full episcopal costume, with mitre and crozier, walking under a canopy, supported by Fathers Chervier and Francis, the members of the H.A.C.B.S, walking two-and-two, coming next, the brass band playing "Adeste Fideles." On arriving at the church door, Father Belliard in the name of the clergy, read the following address of welcome:— bbox=[10, 93, 180, 199]
masthead: THE GLOBE, THURSDAY, APRIL 29, 1875. bbox=[345, 7, 769, 29]
column-1 bbox=[10, 36, 186, 1461]
race-result: Mr Hay's b m Kitty Clyde, 9st 11lb. ... ... ... ... (Edwards) 3 bbox=[374, 122, 544, 141]
race-result: Betting—6 to 4 on Lady Ellen. bbox=[382, 400, 477, 410]
signature: "JOSEPH B. SHEATH, bbox=[59, 74, 131, 84]
race-result: Mr R. H. Campbell's ch c Castaway, 4 yrs, 7st 12lb ... ... ... ... 1 bbox=[374, 525, 544, 544]
story-text: 'No, nothing,' she replied promptly, and he saw that she spoke with truth. For Lucy's recollection had not come to her; she remembered nothing yet about the ear-ring. bbox=[920, 1014, 1091, 1053]
race-description: ASHBURTON CUP—A handicap of 50 sovs, added to a sweepstakes of 3 sovs for acceptors; 2 sovs nomination; distance, 2 miles; open to all comers. bbox=[374, 496, 544, 525]
article-text: Prior to the conclusion of the mass, his Lordship took occasion to say a few words respecting the contributions of the congregation to a fund now being raised for the purpose of procuring priests from home to supply the wants of many congregations. His Lordship, in a very eloquent address, pointed out the large field of work open to the laborers and their scarcity at present, and concluded by urging upon his hearers to subscribe liberally, according to their means, to so good an object as the one he had brought before their notice. bbox=[10, 937, 180, 1043]
signature: "C. WALSH, President. bbox=[59, 64, 131, 74]
story-text: 'You will give it to Mrs Todhetley when you get home, Johnny. And I must leave it to your discretion to tell her what you think proper of where you obtained it. Somewhat of course you must tell her, but how little I leave with you. Only, take care you bring no harm upon me.' bbox=[738, 430, 908, 488]
story-text: 'She has not got it,' said Captain Bird, retreating to his friend outside, and closing the door on Lucy. 'Knows nothing about it. Was asleep till I awoke her.' bbox=[920, 1235, 1091, 1264]
